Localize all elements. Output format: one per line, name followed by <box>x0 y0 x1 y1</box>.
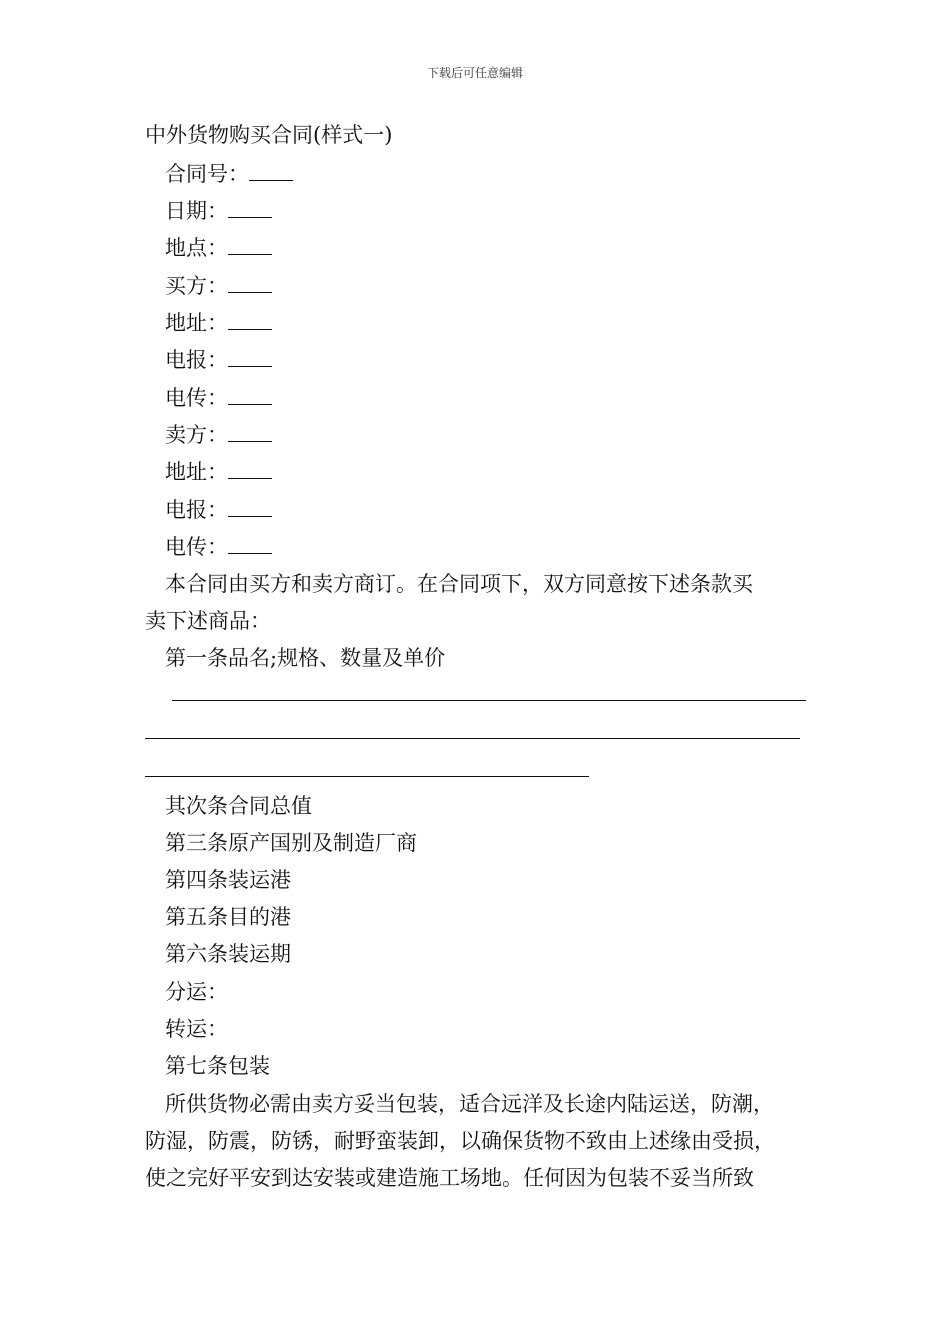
article-5-heading: 第五条目的港 <box>165 905 291 929</box>
field-label: 卖方： <box>165 423 228 447</box>
article-7-heading: 第七条包装 <box>165 1054 270 1078</box>
article-6-heading: 第六条装运期 <box>165 942 291 966</box>
packing-paragraph-line-2: 防湿，防震，防锈，耐野蛮装卸，以确保货物不致由上述缘由受损， <box>145 1129 775 1153</box>
partial-shipment-label: 分运： <box>165 980 228 1004</box>
field-label: 地点： <box>165 236 228 260</box>
blank-underline <box>228 197 272 218</box>
field-label: 合同号： <box>165 162 249 186</box>
blank-rule-1 <box>172 700 806 701</box>
field-contract-no <box>165 160 293 187</box>
blank-underline <box>228 309 272 330</box>
field-seller-telex <box>165 533 272 560</box>
field-label: 电传： <box>165 386 228 410</box>
blank-underline <box>228 346 272 367</box>
field-label: 地址： <box>165 311 228 335</box>
field-seller <box>165 421 272 448</box>
blank-underline <box>228 234 272 255</box>
blank-rule-3 <box>145 776 589 777</box>
packing-paragraph-line-3: 使之完好平安到达安装或建造施工场地。任何因为包装不妥当所致 <box>145 1166 754 1190</box>
blank-underline <box>228 533 272 554</box>
field-place <box>165 234 272 261</box>
blank-underline <box>228 421 272 442</box>
blank-underline <box>228 496 272 517</box>
field-label: 买方： <box>165 274 228 298</box>
field-buyer-telex <box>165 384 272 411</box>
field-seller-address <box>165 458 272 485</box>
article-4-heading: 第四条装运港 <box>165 868 291 892</box>
transshipment-label: 转运： <box>165 1017 228 1041</box>
field-date <box>165 197 272 224</box>
contract-title: 中外货物购买合同(样式一) <box>145 123 393 147</box>
article-1-heading: 第一条品名;规格、数量及单价 <box>165 646 446 670</box>
intro-paragraph-line-2: 卖下述商品： <box>145 609 271 633</box>
field-buyer-address <box>165 309 272 336</box>
field-seller-cable <box>165 496 272 523</box>
blank-underline <box>228 458 272 479</box>
blank-underline <box>249 160 293 181</box>
field-label: 电报： <box>165 348 228 372</box>
blank-rule-2 <box>145 738 800 739</box>
field-buyer-cable <box>165 346 272 373</box>
blank-underline <box>228 272 272 293</box>
field-buyer <box>165 272 272 299</box>
field-label: 日期： <box>165 199 228 223</box>
article-3-heading: 第三条原产国别及制造厂商 <box>165 831 417 855</box>
field-label: 电传： <box>165 535 228 559</box>
intro-paragraph-line-1: 本合同由买方和卖方商订。在合同项下，双方同意按下述条款买 <box>165 572 753 596</box>
blank-underline <box>228 384 272 405</box>
article-2-heading: 其次条合同总值 <box>165 794 312 818</box>
page-header-note: 下载后可任意编辑 <box>426 66 523 80</box>
field-label: 地址： <box>165 460 228 484</box>
packing-paragraph-line-1: 所供货物必需由卖方妥当包装，适合远洋及长途内陆运送，防潮， <box>165 1092 774 1116</box>
field-label: 电报： <box>165 498 228 522</box>
